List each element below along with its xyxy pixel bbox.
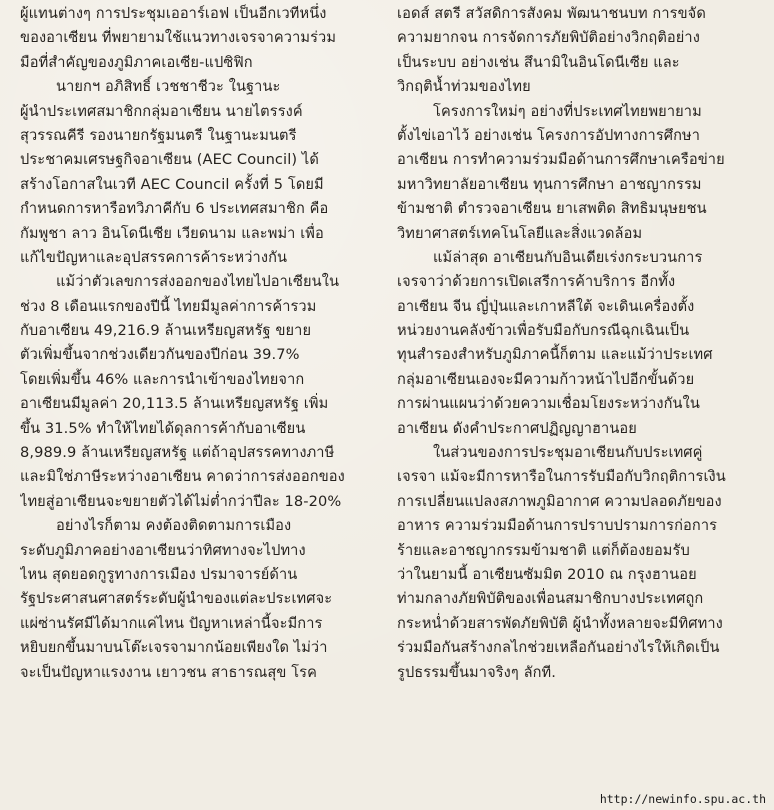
text-line: ระดับภูมิภาคอย่างอาเซียนว่าทิศทางจะไปทาง — [20, 541, 306, 559]
right-column — [397, 2, 742, 685]
left-column — [20, 2, 375, 685]
text-line: อย่างไรก็ตาม คงต้องติดตามการเมือง — [56, 517, 292, 535]
text-line: 8,989.9 ล้านเหรียญสหรัฐ แต่ถ้าอุปสรรคทางภาษี — [20, 444, 335, 462]
text-line: ความยากจน การจัดการภัยพิบัติอย่างวิกฤติอย่าง — [397, 29, 700, 47]
text-line: การเปลี่ยนแปลงสภาพภูมิอากาศ ความปลอดภัยของ — [397, 492, 722, 510]
text-line: วิทยาศาสตร์เทคโนโลยีและสิ่งแวดล้อม — [397, 224, 643, 242]
text-line: รัฐประศาสนศาสตร์ระดับผู้นำของแต่ละประเทศจะ — [20, 590, 333, 608]
text-line: โดยเพิ่มขึ้น 46% และการนำเข้าของไทยจาก — [20, 370, 305, 388]
text-line: เจรจา แม้จะมีการหารือในการรับมือกับวิกฤติการเงิน — [397, 468, 726, 486]
text-line: ช่วง 8 เดือนแรกของปีนี้ ไทยมีมูลค่าการค้ารวม — [20, 297, 317, 315]
text-line: ท่ามกลางภัยพิบัติของเพื่อนสมาชิกบางประเทศถูก — [397, 590, 704, 608]
text-line: หน่วยงานคลังข้าวเพื่อรับมือกับกรณีฉุกเฉินเป็น — [397, 322, 690, 340]
text-line: กำหนดการหารือทวิภาคีกับ 6 ประเทศสมาชิก คือ — [20, 200, 329, 218]
text-line: เจรจาว่าด้วยการเปิดเสรีการค้าบริการ อีกทั้ง — [397, 273, 676, 291]
text-line: เอดส์ สตรี สวัสดิการสังคม พัฒนาชนบท การขจัด — [397, 5, 706, 22]
text-line: อาเซียน จีน ญี่ปุ่นและเกาหลีใต้ จะเดินเครื่องตั้ง — [397, 297, 695, 315]
text-line: สร้างโอกาสในเวที AEC Council ครั้งที่ 5 โดยมี — [20, 175, 324, 193]
text-line: กลุ่มอาเซียนเองจะมีความก้าวหน้าไปอีกขั้นด้วย — [397, 370, 695, 388]
text-line: อาเซียนมีมูลค่า 20,113.5 ล้านเหรียญสหรัฐ เพิ่ม — [20, 395, 329, 413]
text-line: ผู้นำประเทศสมาชิกกลุ่มอาเซียน นายไตรรงค์ — [20, 102, 303, 120]
text-line: ร่วมมือกันสร้างกลไกช่วยเหลือกันอย่างไรให้เกิดเป็น — [397, 639, 720, 657]
text-line: กระหน่ำด้วยสารพัดภัยพิบัติ ผู้นำทั้งหลายจะมีทิศทาง — [397, 614, 723, 632]
text-line: อาหาร ความร่วมมือด้านการปราบปรามการก่อการ — [397, 517, 718, 535]
text-line: แก้ไขปัญหาและอุปสรรคการค้าระหว่างกัน — [20, 248, 288, 266]
text-line: มือที่สำคัญของภูมิภาคเอเซีย-แปซิฟิก — [20, 53, 253, 71]
text-line: โครงการใหม่ๆ อย่างที่ประเทศไทยพยายาม — [433, 102, 702, 120]
text-line: การผ่านแผนว่าด้วยความเชื่อมโยงระหว่างกันใน — [397, 395, 700, 413]
text-line: ตั้งไข่เอาไว้ อย่างเช่น โครงการอัปทางการศึกษา — [397, 126, 701, 144]
text-line: ตัวเพิ่มขึ้นจากช่วงเดียวกันของปีก่อน 39.7% — [20, 346, 300, 364]
text-line: ประชาคมเศรษฐกิจอาเซียน (AEC Council) ได้ — [20, 151, 319, 169]
text-line: ว่าในยามนี้ อาเซียนซัมมิต 2010 ณ กรุงฮานอย — [397, 565, 697, 583]
text-line: ทุนสำรองสำหรับภูมิภาคนี้ก็ตาม และแม้ว่าประเทศ — [397, 346, 713, 364]
text-line: กัมพูชา ลาว อินโดนีเซีย เวียดนาม และพม่า เพื่อ — [20, 224, 324, 242]
text-line: วิกฤติน้ำท่วมของไทย — [397, 78, 531, 96]
text-line: จะเป็นปัญหาแรงงาน เยาวชน สาธารณสุข โรค — [20, 663, 317, 681]
text-line: เป็นระบบ อย่างเช่น สึนามิในอินโดนีเซีย และ — [397, 53, 680, 71]
text-line: นายกฯ อภิสิทธิ์ เวชชาชีวะ ในฐานะ — [56, 78, 281, 96]
text-line: ร้ายและอาชญากรรมข้ามชาติ แต่ก็ต้องยอมรับ — [397, 541, 690, 559]
text-line: ในส่วนของการประชุมอาเซียนกับประเทศคู่ — [433, 444, 703, 462]
text-line: มหาวิทยาลัยอาเซียน ทุนการศึกษา อาชญากรรม — [397, 175, 702, 193]
text-line: อาเซียน การทำความร่วมมือด้านการศึกษาเครือข่าย — [397, 151, 725, 169]
text-line: แผ่ซ่านรัศมีได้มากแค่ไหน ปัญหาเหล่านี้จะมีการ — [20, 614, 323, 632]
text-line: กับอาเซียน 49,216.9 ล้านเหรียญสหรัฐ ขยาย — [20, 322, 312, 340]
text-line: ข้ามชาติ ตำรวจอาเซียน ยาเสพติด สิทธิมนุษยชน — [397, 200, 707, 218]
text-line: ผู้แทนต่างๆ การประชุมเออาร์เอฟ เป็นอีกเวทีหนึ่ง — [20, 5, 327, 22]
text-line: อาเซียน ดังคำประกาศปฏิญญาฮานอย — [397, 419, 637, 437]
text-line: แม้ล่าสุด อาเซียนกับอินเดียเร่งกระบวนการ — [433, 248, 703, 266]
text-line: หยิบยกขึ้นมาบนโต๊ะเจรจามากน้อยเพียงใด ไม่ว่า — [20, 639, 328, 657]
text-line: และมิใช่ภาษีระหว่างอาเซียน คาดว่าการส่งออกของ — [20, 468, 345, 486]
text-line: แม้ว่าตัวเลขการส่งออกของไทยไปอาเซียนใน — [56, 273, 340, 291]
text-line: ขึ้น 31.5% ทำให้ไทยได้ดุลการค้ากับอาเซียน — [20, 419, 306, 437]
text-line: ไหน สุดยอดกูรูทางการเมือง ปรมาจารย์ด้าน — [20, 565, 298, 583]
text-line: สุวรรณคีรี รองนายกรัฐมนตรี ในฐานะมนตรี — [20, 126, 297, 144]
text-line: ไทยสู่อาเซียนจะขยายตัวได้ไม่ต่ำกว่าปีละ 18-20% — [20, 492, 342, 510]
text-line: ของอาเซียน ที่พยายามใช้แนวทางเจรจาความร่วม — [20, 29, 337, 47]
text-line: รูปธรรมขึ้นมาจริงๆ ลักที. — [397, 663, 557, 681]
source-url: http://newinfo.spu.ac.th — [599, 792, 766, 806]
